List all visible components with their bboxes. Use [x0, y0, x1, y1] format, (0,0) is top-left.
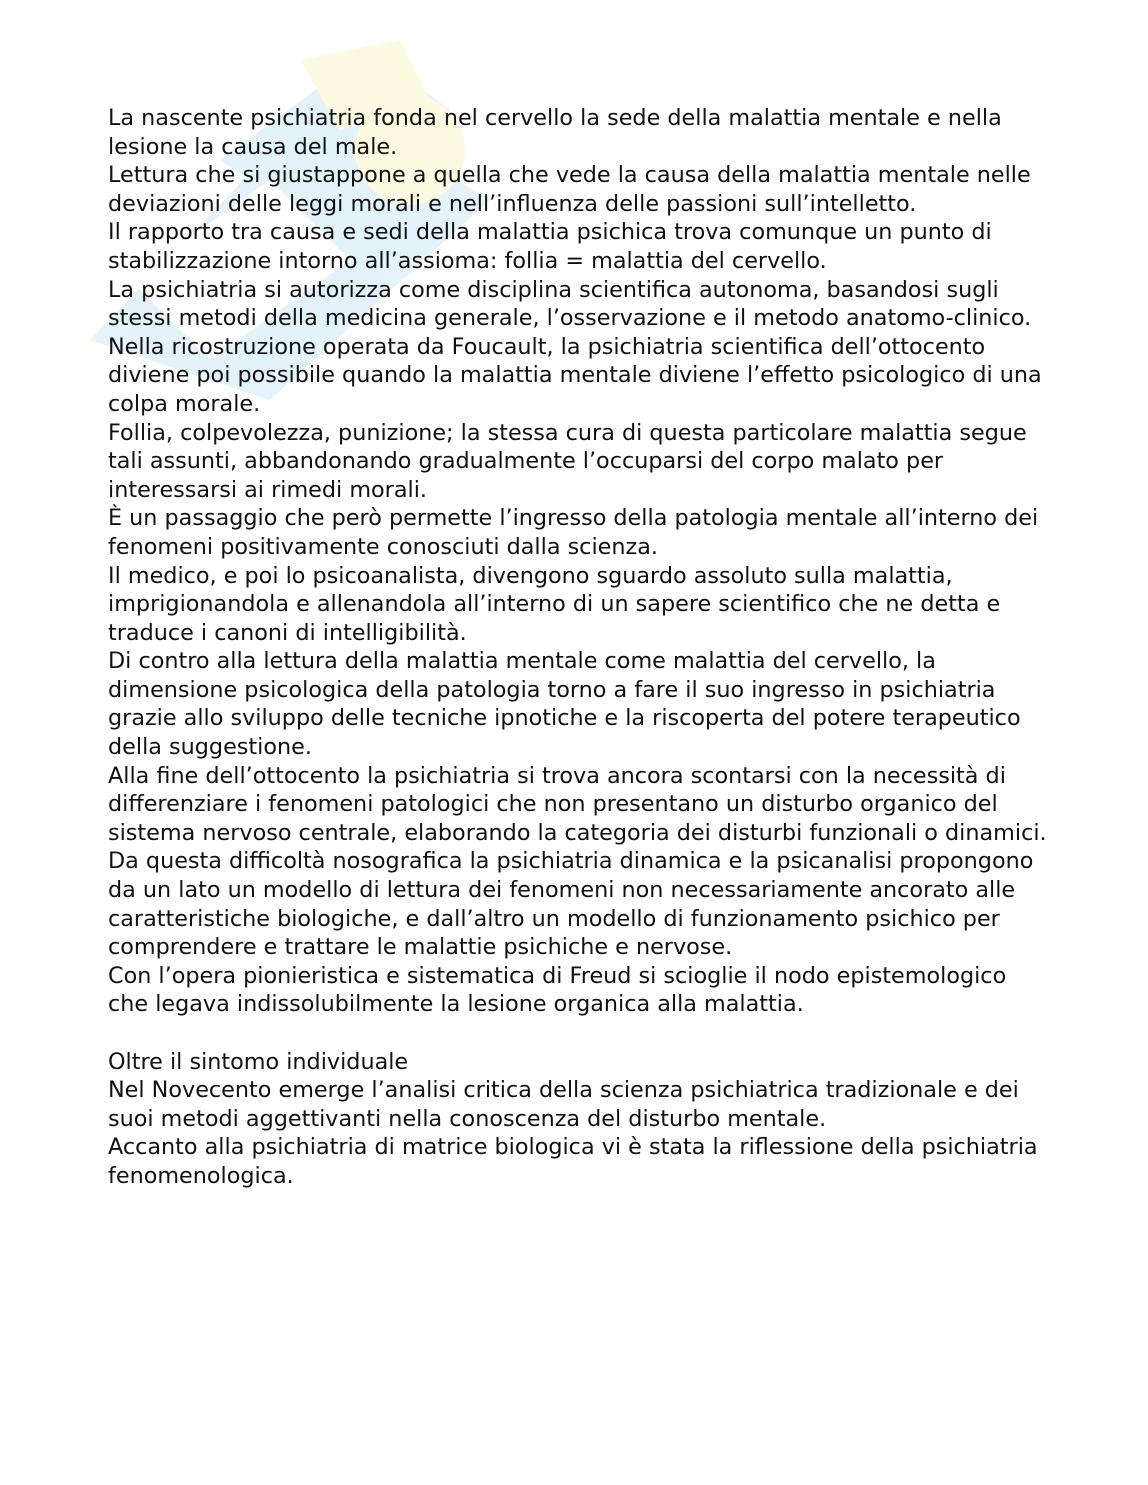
paragraph-7: È un passaggio che però permette l’ingresso della patologia mentale all’interno dei fenomeni positivamente conosciuti dalla scienza.	[108, 505, 1039, 560]
paragraph-5: Nella ricostruzione operata da Foucault, la psichiatria scientifica dell’ottocento diviene poi possibile quando la malattia mentale diviene l’effetto psicologico di una colpa morale.	[108, 333, 1042, 417]
section-heading: Oltre il sintomo individuale	[108, 1048, 409, 1075]
paragraph-8: Il medico, e poi lo psicoanalista, divengono sguardo assoluto sulla malattia, imprigionandola e allenandola all’interno di un sapere scientifico che ne detta e traduce i canoni di intelligibilità.	[108, 562, 1001, 646]
paragraph-4: La psichiatria si autorizza come disciplina scientifica autonoma, basandosi sugli stessi metodi della medicina generale, l’osservazione e il metodo anatomo-clinico.	[108, 276, 1032, 332]
paragraph-11: Da questa difficoltà nosografica la psichiatria dinamica e la psicanalisi propongono da un lato un modello di lettura dei fenomeni non necessariamente ancorato alle caratteristiche biologiche, e dall’altro un modello di funzionamento psichico per comprendere e trattare le malattie psichiche e nervose.	[108, 848, 1034, 961]
blank-line	[108, 1019, 1048, 1048]
paragraph-6: Follia, colpevolezza, punizione; la stessa cura di questa particolare malattia segue tali assunti, abbandonando gradualmente l’occuparsi del corpo malato per interessarsi ai rimedi morali.	[108, 419, 1027, 503]
paragraph-13: Nel Novecento emerge l’analisi critica della scienza psichiatrica tradizionale e dei suoi metodi aggettivanti nella conoscenza del disturbo mentale.	[108, 1077, 1019, 1132]
paragraph-1: La nascente psichiatria fonda nel cervello la sede della malattia mentale e nella lesione la causa del male.	[108, 105, 1002, 160]
document-body	[108, 104, 1048, 1191]
paragraph-9: Di contro alla lettura della malattia mentale come malattia del cervello, la dimensione psicologica della patologia torno a fare il suo ingresso in psichiatria grazie allo sviluppo delle tecniche ipnotiche e la riscoperta del potere terapeutico della suggestione.	[108, 648, 1021, 761]
paragraph-3: Il rapporto tra causa e sedi della malattia psichica trova comunque un punto di stabilizzazione intorno all’assioma: follia = malattia del cervello.	[108, 219, 992, 274]
paragraph-10: Alla fine dell’ottocento la psichiatria si trova ancora scontarsi con la necessità di differenziare i fenomeni patologici che non presentano un disturbo organico del sistema nervoso centrale, elaborando la categoria dei disturbi funzionali o dinamici.	[108, 762, 1047, 846]
paragraph-14: Accanto alla psichiatria di matrice biologica vi è stata la riflessione della psichiatria fenomenologica.	[108, 1134, 1038, 1189]
paragraph-12: Con l’opera pionieristica e sistematica di Freud si scioglie il nodo epistemologico che legava indissolubilmente la lesione organica alla malattia.	[108, 962, 1007, 1018]
paragraph-2: Lettura che si giustappone a quella che vede la causa della malattia mentale nelle deviazioni delle leggi morali e nell’influenza delle passioni sull’intelletto.	[108, 162, 1031, 217]
